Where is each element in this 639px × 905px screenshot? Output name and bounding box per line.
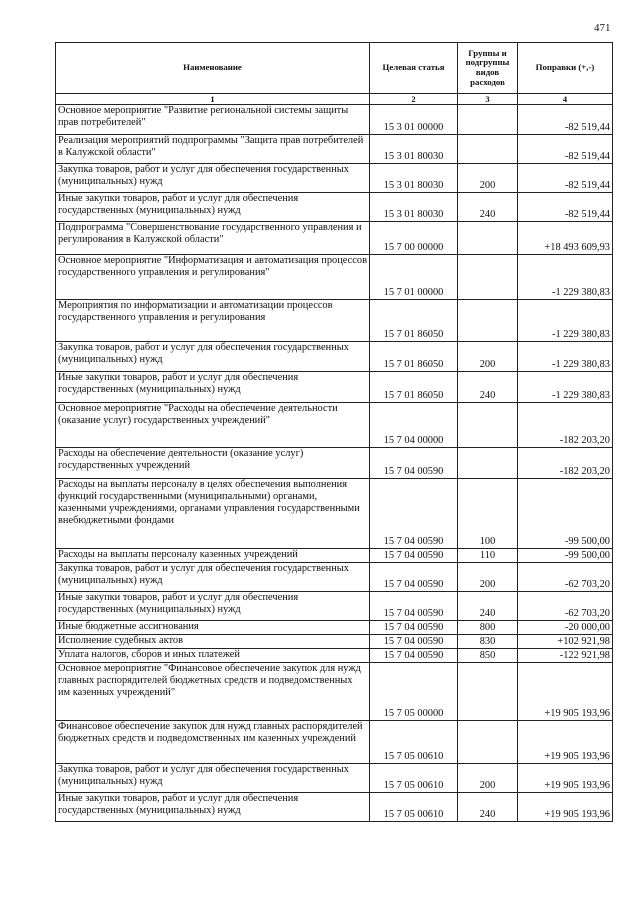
table-row [56,592,613,621]
row-amount: -62 703,20 [518,563,613,592]
table-row [56,222,613,255]
row-group: 240 [458,193,518,222]
row-group [458,105,518,135]
row-code: 15 3 01 80030 [370,164,458,193]
row-name: Закупка товаров, работ и услуг для обеспечения государственных (муниципальных) нужд [56,764,370,793]
row-code: 15 7 01 00000 [370,255,458,300]
row-code: 15 7 01 86050 [370,342,458,372]
row-name: Расходы на выплаты персоналу в целях обеспечения выполнения функций государственными (муниципальными) органами, казенными учреждениями, органами управления государственными внебюджетными фондами [56,479,370,549]
row-group: 850 [458,649,518,663]
row-name: Расходы на обеспечение деятельности (оказание услуг) государственных учреждений [56,448,370,479]
row-group: 200 [458,563,518,592]
table-row [56,621,613,635]
row-group [458,222,518,255]
row-code: 15 7 05 00000 [370,663,458,721]
table-row [56,663,613,721]
row-group: 200 [458,764,518,793]
column-number: 4 [518,94,613,105]
row-name: Закупка товаров, работ и услуг для обеспечения государственных (муниципальных) нужд [56,563,370,592]
header-name: Наименование [56,43,370,94]
row-amount: -1 229 380,83 [518,300,613,342]
row-amount: -82 519,44 [518,193,613,222]
row-name: Основное мероприятие "Развитие региональной системы защиты прав потребителей" [56,105,370,135]
table-row [56,635,613,649]
header-group: Группы и подгруппы видов расходов [458,43,518,94]
row-code: 15 7 01 86050 [370,372,458,403]
row-amount: +19 905 193,96 [518,793,613,822]
row-code: 15 7 04 00590 [370,479,458,549]
row-name: Подпрограмма "Совершенствование государственного управления и регулирования в Калужской области" [56,222,370,255]
row-amount: -182 203,20 [518,403,613,448]
column-number: 2 [370,94,458,105]
row-group [458,663,518,721]
table-row [56,342,613,372]
row-amount: -1 229 380,83 [518,372,613,403]
row-name: Иные бюджетные ассигнования [56,621,370,635]
table-header-row [56,43,613,94]
row-group: 200 [458,342,518,372]
column-number: 1 [56,94,370,105]
table-row [56,649,613,663]
row-group: 100 [458,479,518,549]
row-amount: -99 500,00 [518,549,613,563]
table-row [56,164,613,193]
row-name: Иные закупки товаров, работ и услуг для обеспечения государственных (муниципальных) нужд [56,793,370,822]
row-name: Иные закупки товаров, работ и услуг для обеспечения государственных (муниципальных) нужд [56,592,370,621]
row-group [458,403,518,448]
row-code: 15 7 00 00000 [370,222,458,255]
row-amount: -182 203,20 [518,448,613,479]
row-amount: -82 519,44 [518,105,613,135]
row-name: Закупка товаров, работ и услуг для обеспечения государственных (муниципальных) нужд [56,342,370,372]
table-row [56,403,613,448]
row-code: 15 7 04 00590 [370,592,458,621]
row-name: Реализация мероприятий подпрограммы "Защита прав потребителей в Калужской области" [56,135,370,164]
row-amount: -1 229 380,83 [518,255,613,300]
row-amount: +19 905 193,96 [518,663,613,721]
row-name: Расходы на выплаты персоналу казенных учреждений [56,549,370,563]
table-row [56,105,613,135]
row-code: 15 7 04 00590 [370,621,458,635]
row-group [458,255,518,300]
header-code: Целевая статья [370,43,458,94]
row-amount: -1 229 380,83 [518,342,613,372]
row-group: 200 [458,164,518,193]
row-code: 15 7 04 00590 [370,635,458,649]
row-code: 15 7 04 00590 [370,448,458,479]
row-amount: -62 703,20 [518,592,613,621]
row-amount: +19 905 193,96 [518,721,613,764]
row-name: Исполнение судебных актов [56,635,370,649]
column-number: 3 [458,94,518,105]
row-code: 15 7 04 00590 [370,549,458,563]
row-amount: +18 493 609,93 [518,222,613,255]
row-code: 15 7 04 00590 [370,649,458,663]
table-row [56,255,613,300]
row-name: Иные закупки товаров, работ и услуг для обеспечения государственных (муниципальных) нужд [56,193,370,222]
table-row [56,448,613,479]
table-row [56,300,613,342]
row-group: 240 [458,372,518,403]
budget-amendments-table [55,42,613,822]
row-code: 15 7 05 00610 [370,764,458,793]
row-amount: +19 905 193,96 [518,764,613,793]
row-group: 240 [458,793,518,822]
row-group: 800 [458,621,518,635]
row-amount: +102 921,98 [518,635,613,649]
row-code: 15 7 04 00590 [370,563,458,592]
table-row [56,372,613,403]
table-row [56,549,613,563]
page-number: 471 [594,22,611,34]
row-group [458,448,518,479]
row-name: Закупка товаров, работ и услуг для обеспечения государственных (муниципальных) нужд [56,164,370,193]
row-name: Основное мероприятие "Финансовое обеспечение закупок для нужд главных распорядителей бюджетных средств и подведомственных им казенных учреждений" [56,663,370,721]
row-name: Уплата налогов, сборов и иных платежей [56,649,370,663]
row-group: 110 [458,549,518,563]
table-row [56,479,613,549]
row-name: Основное мероприятие "Расходы на обеспечение деятельности (оказание услуг) государственных учреждений" [56,403,370,448]
row-group: 830 [458,635,518,649]
column-number-row [56,94,613,105]
row-code: 15 7 04 00000 [370,403,458,448]
row-amount: -82 519,44 [518,164,613,193]
row-group [458,721,518,764]
row-amount: -122 921,98 [518,649,613,663]
row-name: Финансовое обеспечение закупок для нужд главных распорядителей бюджетных средств и подведомственных им казенных учреждений [56,721,370,764]
row-group [458,300,518,342]
table-row [56,193,613,222]
row-name: Иные закупки товаров, работ и услуг для обеспечения государственных (муниципальных) нужд [56,372,370,403]
row-code: 15 3 01 80030 [370,193,458,222]
row-amount: -82 519,44 [518,135,613,164]
row-code: 15 7 05 00610 [370,793,458,822]
row-name: Мероприятия по информатизации и автоматизации процессов государственного управления и регулирования [56,300,370,342]
table-row [56,764,613,793]
row-name: Основное мероприятие "Информатизация и автоматизация процессов государственного управления и регулирования" [56,255,370,300]
row-amount: -99 500,00 [518,479,613,549]
row-code: 15 3 01 00000 [370,105,458,135]
row-group [458,135,518,164]
row-code: 15 7 05 00610 [370,721,458,764]
table-row [56,793,613,822]
header-amount: Поправки (+,-) [518,43,613,94]
table-row [56,721,613,764]
row-code: 15 7 01 86050 [370,300,458,342]
table-row [56,563,613,592]
row-amount: -20 000,00 [518,621,613,635]
row-group: 240 [458,592,518,621]
row-code: 15 3 01 80030 [370,135,458,164]
table-row [56,135,613,164]
